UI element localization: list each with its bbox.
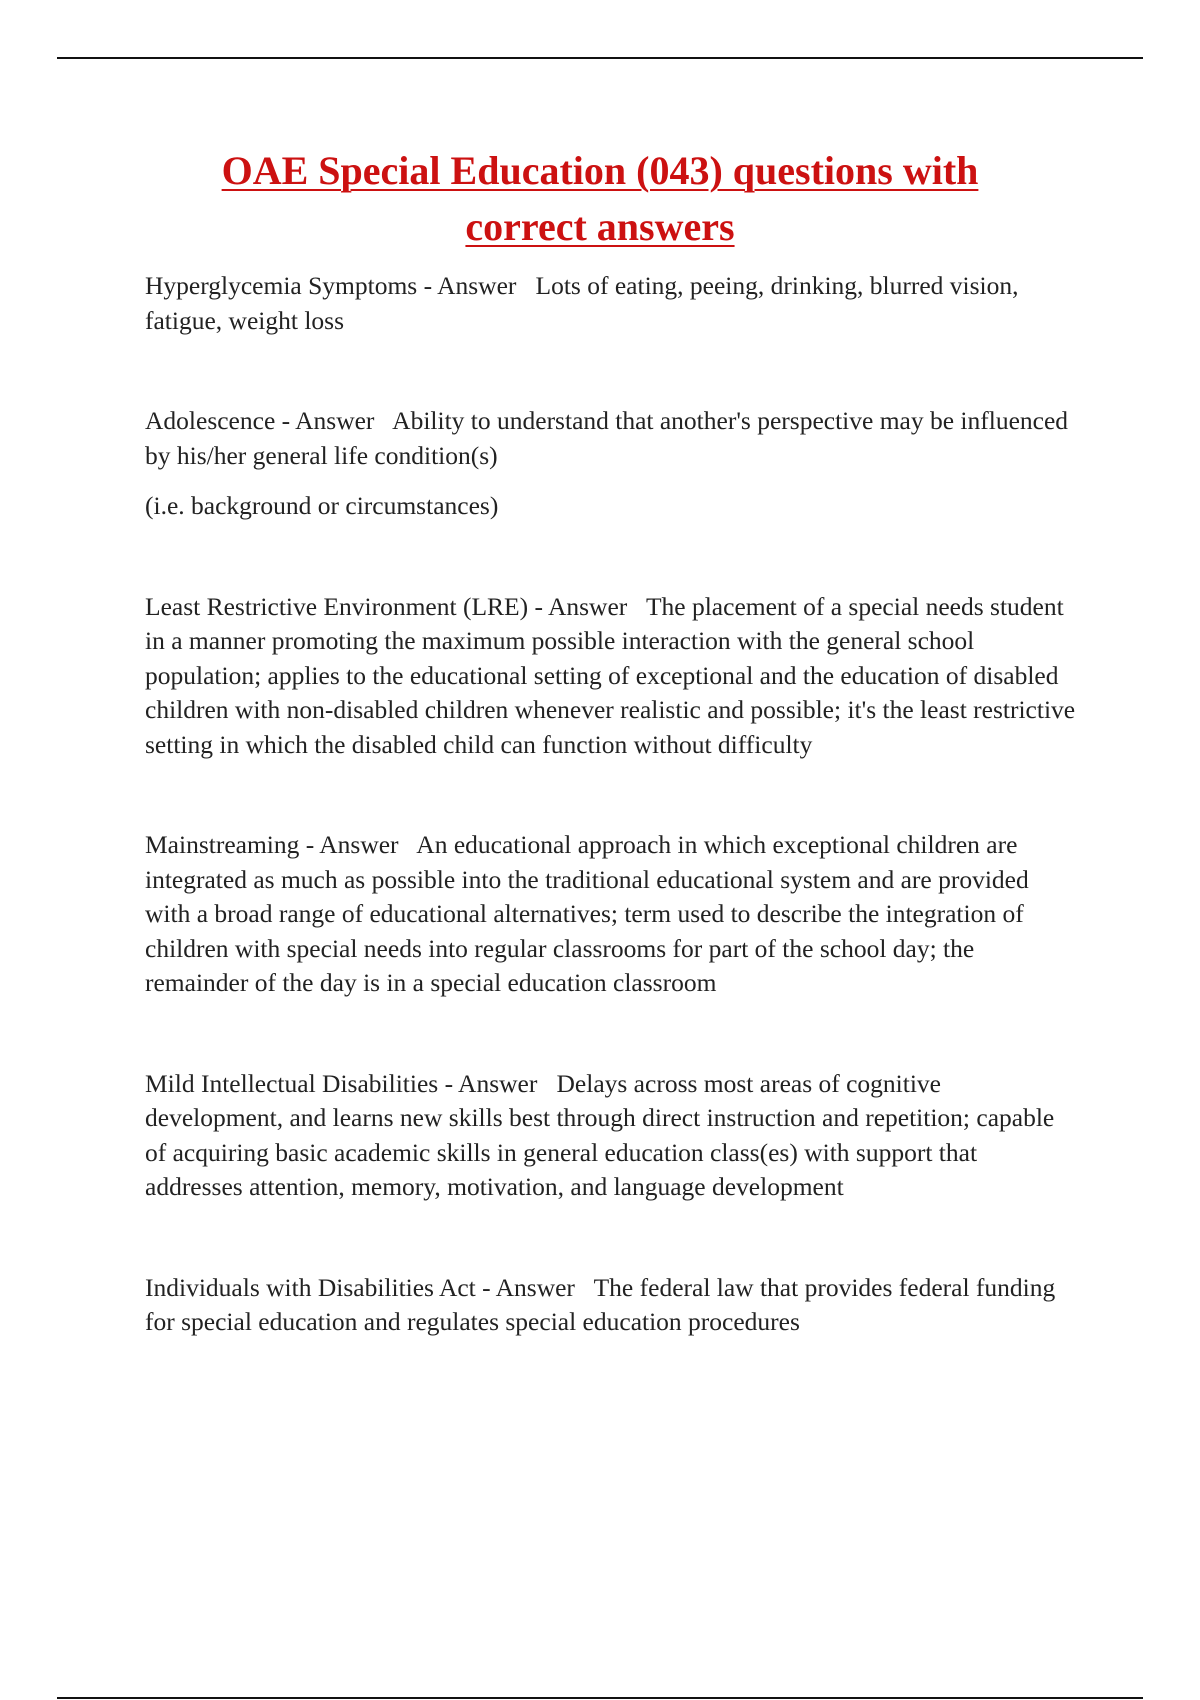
qa-answer-label: Answer (437, 271, 517, 300)
qa-entry (145, 1067, 1080, 1205)
qa-list (145, 269, 1080, 1406)
qa-paragraph (145, 1271, 1080, 1340)
qa-answer: The federal law that provides federal funding for special education and regulates special education procedures (145, 1272, 1056, 1336)
qa-answer-label: Answer (547, 591, 628, 621)
qa-separator: - (475, 1272, 496, 1302)
qa-note: (i.e. background or circumstances) (145, 491, 499, 520)
qa-paragraph (145, 404, 1080, 473)
qa-term: Least Restrictive Environment (LRE) (145, 591, 529, 621)
qa-answer-label: Answer (458, 1068, 538, 1098)
qa-entry (145, 828, 1080, 1001)
qa-answer: The placement of a special needs student in a manner promoting the maximum possible interaction with the general school population; applies to the educational setting of exceptional and the education of disabled children with non-disabled children whenever realistic and possible; it's the least restrictive setting in which the disabled child can function without difficulty (145, 591, 1076, 759)
qa-answer-label: Answer (495, 1272, 575, 1302)
qa-term: Adolescence (145, 406, 276, 435)
qa-answer-label: Answer (319, 830, 399, 859)
qa-entry (145, 269, 1080, 338)
qa-entry (145, 404, 1080, 524)
qa-term: Mainstreaming (145, 830, 300, 859)
qa-separator: - (528, 591, 548, 621)
qa-entry (145, 590, 1080, 763)
qa-paragraph (145, 828, 1080, 1001)
qa-entry (145, 1271, 1080, 1340)
qa-answer: Lots of eating, peeing, drinking, blurred vision, fatigue, weight loss (145, 271, 1019, 335)
qa-paragraph (145, 1067, 1080, 1205)
top-rule (57, 57, 1143, 59)
qa-answer: Ability to understand that another's perspective may be influenced by his/her general life condition(s) (145, 406, 1069, 470)
qa-answer: Delays across most areas of cognitive development, and learns new skills best through direct instruction and repetition; capable of acquiring basic academic skills in general education class(es) with support that addresses attention, memory, motivation, and language development (145, 1068, 1055, 1201)
qa-separator: - (299, 830, 320, 859)
qa-term: Individuals with Disabilities Act (145, 1272, 476, 1302)
qa-paragraph (145, 269, 1080, 338)
qa-separator: - (417, 271, 438, 300)
bottom-rule (57, 1697, 1143, 1699)
document-title: OAE Special Education (043) questions with correct answers (221, 148, 979, 249)
qa-paragraph (145, 590, 1080, 763)
qa-separator: - (438, 1068, 459, 1098)
qa-term: Mild Intellectual Disabilities (145, 1068, 439, 1098)
qa-term: Hyperglycemia Symptoms (145, 271, 418, 300)
qa-separator: - (275, 406, 296, 435)
qa-answer: An educational approach in which exceptional children are integrated as much as possible into the traditional educational system and are provided with a broad range of educational alternatives; term used to describe the integration of children with special needs into regular classrooms for part of the school day; the remainder of the day is in a special education classroom (145, 830, 1029, 997)
qa-answer-label: Answer (295, 406, 375, 435)
